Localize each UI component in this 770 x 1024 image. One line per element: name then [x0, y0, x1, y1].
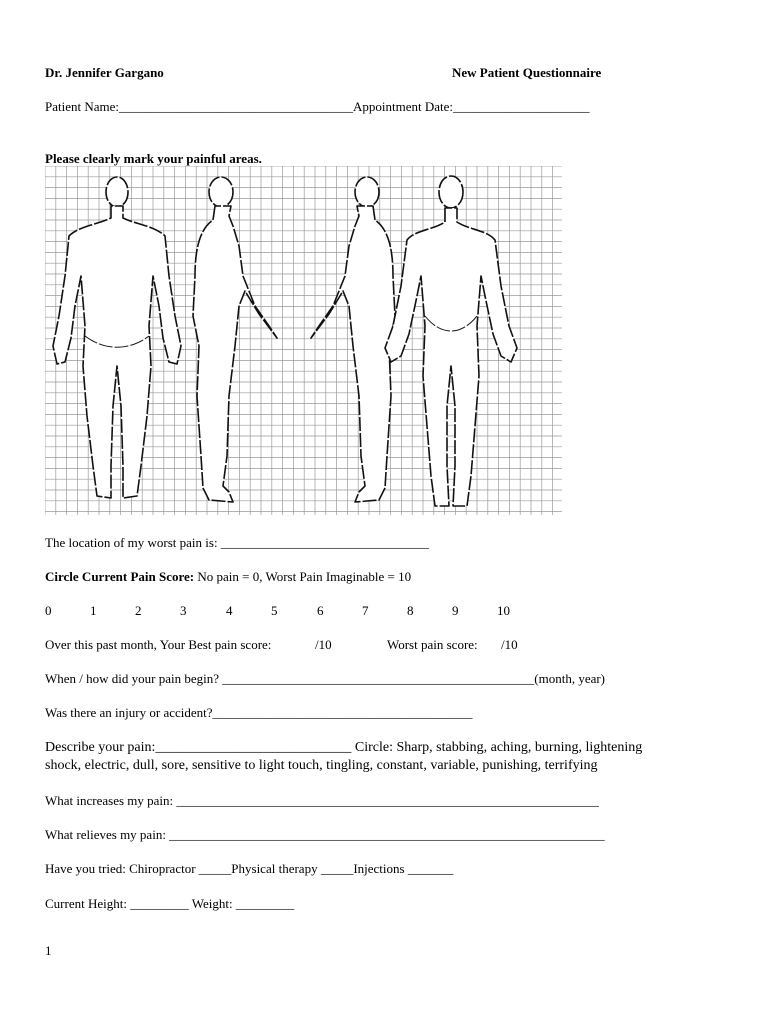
pain-score-label: Circle Current Pain Score:	[45, 569, 195, 584]
increases-pain-field[interactable]: What increases my pain: _________________________________________________________________	[45, 793, 599, 808]
pain-score-option[interactable]: 10	[497, 603, 510, 618]
body-figure-front	[385, 176, 517, 506]
mark-instruction: Please clearly mark your painful areas.	[45, 151, 262, 166]
body-figure-back	[53, 177, 181, 498]
pain-score-option[interactable]: 8	[407, 603, 414, 618]
patient-name-appointment-line[interactable]: Patient Name:____________________________________Appointment Date:_____________________	[45, 99, 590, 114]
pain-descriptor-options[interactable]: shock, electric, dull, sore, sensitive to light touch, tingling, constant, variable, punishing, terrifying	[45, 758, 598, 773]
pain-score-option[interactable]: 4	[226, 603, 233, 618]
body-chart-grid[interactable]	[45, 166, 562, 515]
pain-score-option[interactable]: 1	[90, 603, 97, 618]
pain-score-option[interactable]: 9	[452, 603, 459, 618]
pain-score-option[interactable]: 5	[271, 603, 278, 618]
page-number: 1	[45, 943, 52, 958]
pain-score-option[interactable]: 2	[135, 603, 142, 618]
pain-score-option[interactable]: 3	[180, 603, 187, 618]
describe-pain-field[interactable]: Describe your pain:____________________________ Circle: Sharp, stabbing, aching, burning, lightening	[45, 740, 643, 755]
doctor-name: Dr. Jennifer Gargano	[45, 65, 164, 80]
pain-score-option[interactable]: 6	[317, 603, 324, 618]
relieves-pain-field[interactable]: What relieves my pain: ___________________________________________________________________	[45, 827, 605, 842]
worst-pain-score-field[interactable]: /10	[501, 637, 518, 652]
body-figure-side-left	[311, 177, 395, 502]
pain-score-prompt	[45, 569, 411, 585]
body-figure-side-right	[193, 177, 277, 502]
treatments-tried-field[interactable]: Have you tried: Chiropractor _____Physical therapy _____Injections _______	[45, 861, 454, 876]
form-title: New Patient Questionnaire	[452, 65, 602, 80]
height-weight-field[interactable]: Current Height: _________ Weight: _________	[45, 896, 295, 911]
best-pain-score-field[interactable]: /10	[315, 637, 332, 652]
pain-score-option[interactable]: 7	[362, 603, 369, 618]
pain-begin-field[interactable]: When / how did your pain begin? ________________________________________________(month, year)	[45, 671, 606, 686]
worst-pain-score-label: Worst pain score:	[387, 637, 478, 652]
injury-field[interactable]: Was there an injury or accident?________________________________________	[45, 705, 473, 720]
worst-pain-location-field[interactable]: The location of my worst pain is: ________________________________	[45, 535, 429, 550]
pain-score-range: No pain = 0, Worst Pain Imaginable = 10	[197, 569, 412, 584]
best-pain-score-label: Over this past month, Your Best pain score:	[45, 637, 272, 652]
pain-score-option[interactable]: 0	[45, 603, 52, 618]
